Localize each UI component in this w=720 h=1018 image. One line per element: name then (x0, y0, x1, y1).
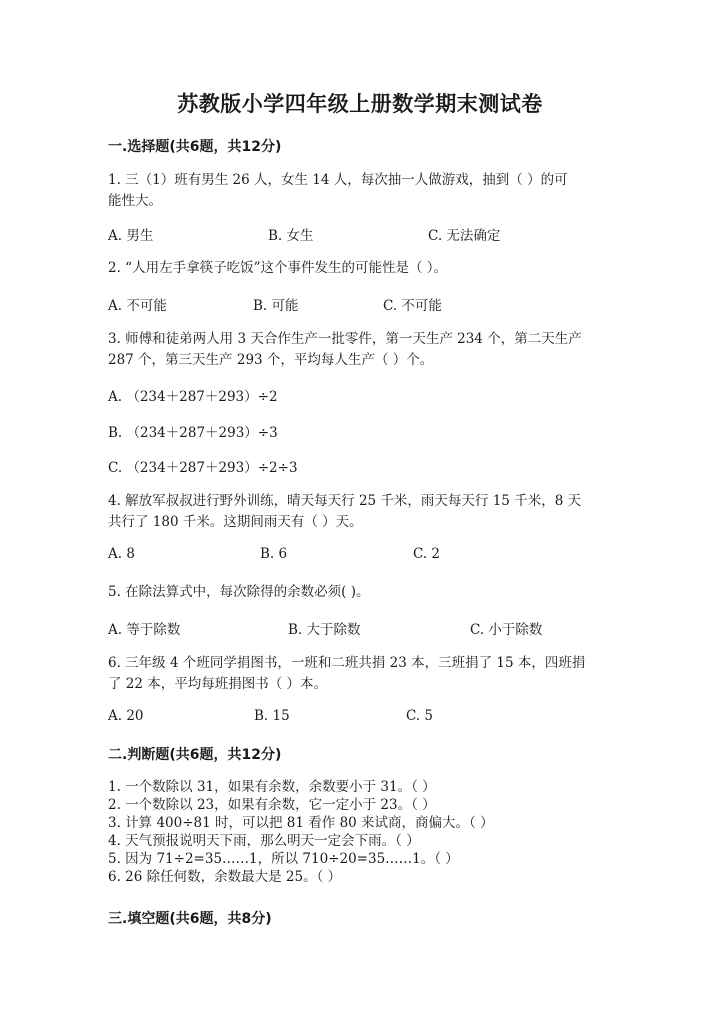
option-b: B. （234＋287＋293）÷3 (108, 425, 278, 441)
option-b: B. 15 (254, 708, 290, 724)
option-c: C. 不可能 (383, 298, 442, 314)
option-c: C. 无法确定 (428, 228, 501, 244)
option-b: B. 6 (260, 546, 288, 562)
section-heading-choice: 一.选择题(共6题，共12分) (108, 139, 282, 155)
question-6-line-1: 6. 三年级 4 个班同学捐图书，一班和二班共捐 23 本，三班捐了 15 本，四班捐 (108, 655, 586, 671)
option-c: C. 5 (406, 708, 434, 724)
question-4-options (108, 546, 608, 566)
question-2-line-1: 2. “人用左手拿筷子吃饭”这个事件发生的可能性是（ ）。 (108, 260, 448, 276)
question-6-options (108, 708, 608, 728)
option-b: B. 可能 (253, 298, 299, 314)
page-title: 苏教版小学四年级上册数学期末测试卷 (177, 92, 543, 116)
question-3-line-2: 287 个，第三天生产 293 个，平均每人生产（ ）个。 (108, 352, 434, 368)
question-4-line-1: 4. 解放军叔叔进行野外训练，晴天每天行 25 千米，雨天每天行 15 千米，8 天 (108, 493, 582, 509)
question-2-options (108, 294, 608, 314)
question-5-line-1: 5. 在除法算式中，每次除得的余数必须( )。 (108, 584, 370, 600)
judge-question-3: 3. 计算 400÷81 时，可以把 81 看作 80 来试商，商偏大。（ ） (108, 815, 494, 831)
option-a: A. 等于除数 (108, 622, 181, 638)
option-a: A. 20 (108, 708, 144, 724)
question-4 (108, 491, 608, 533)
question-3-option-b (108, 421, 608, 441)
option-a: A. 8 (108, 546, 135, 562)
option-c: C. 2 (413, 546, 441, 562)
judge-question-6: 6. 26 除任何数，余数最大是 25。（ ） (108, 869, 342, 885)
question-6 (108, 653, 608, 695)
option-c: C. （234＋287＋293）÷2÷3 (108, 460, 298, 476)
question-3-option-c (108, 456, 608, 476)
question-5 (108, 582, 608, 603)
option-a: A. 不可能 (108, 298, 167, 314)
option-b: B. 女生 (268, 228, 314, 244)
section-heading-fill: 三.填空题(共6题，共8分) (108, 911, 272, 927)
question-3-option-a (108, 385, 608, 405)
question-3 (108, 329, 608, 371)
question-1-line-2: 能性大。 (108, 193, 162, 209)
question-5-options (108, 618, 608, 638)
question-2 (108, 258, 608, 279)
judge-question-list (108, 778, 628, 886)
judge-question-5: 5. 因为 71÷2=35……1，所以 710÷20=35……1。（ ） (108, 851, 459, 867)
option-a: A. 男生 (108, 228, 154, 244)
question-6-line-2: 了 22 本，平均每班捐图书（ ）本。 (108, 676, 328, 692)
option-a: A. （234＋287＋293）÷2 (108, 389, 278, 405)
judge-question-4: 4. 天气预报说明天下雨，那么明天一定会下雨。（ ） (108, 833, 420, 849)
judge-question-2: 2. 一个数除以 23，如果有余数，它一定小于 23。（ ） (108, 797, 436, 813)
question-3-line-1: 3. 师傅和徒弟两人用 3 天合作生产一批零件，第一天生产 234 个，第二天生产 (108, 331, 582, 347)
question-1 (108, 170, 608, 212)
question-1-line-1: 1. 三（1）班有男生 26 人，女生 14 人，每次抽一人做游戏，抽到（ ）的可 (108, 172, 568, 188)
option-b: B. 大于除数 (288, 622, 361, 638)
section-heading-judge: 二.判断题(共6题，共12分) (108, 747, 282, 763)
question-1-options (108, 224, 608, 244)
question-4-line-2: 共行了 180 千米。这期间雨天有（ ）天。 (108, 514, 363, 530)
judge-question-1: 1. 一个数除以 31，如果有余数，余数要小于 31。（ ） (108, 779, 436, 795)
option-c: C. 小于除数 (470, 622, 543, 638)
